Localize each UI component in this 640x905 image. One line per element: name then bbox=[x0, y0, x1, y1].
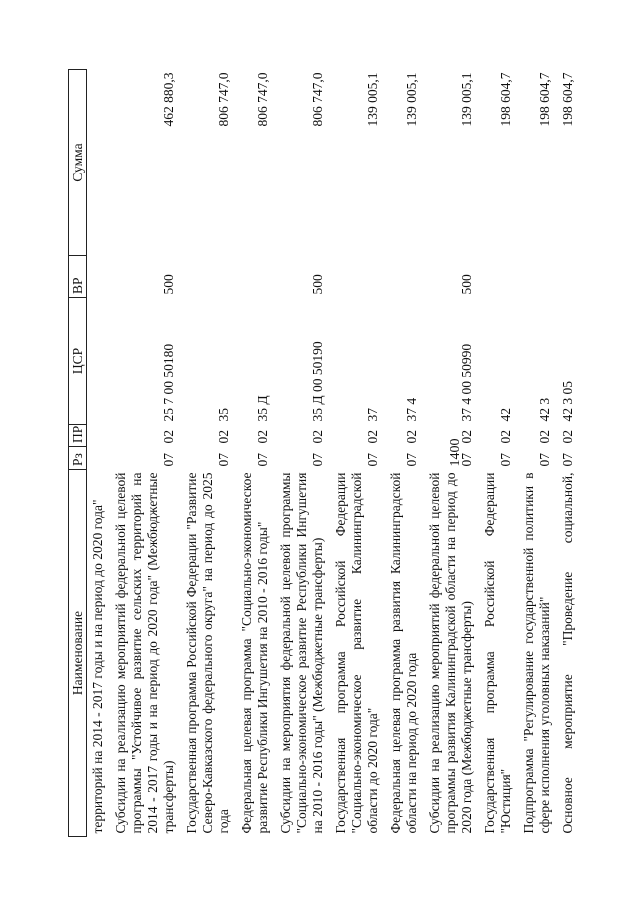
row-name: Субсидии на реализацию мероприятий федеральной целевой программы "Устойчивое развитие сельских территорий на 2014 - 2017 годы и на период до 2020 года" (Межбюджетные трансферты) bbox=[113, 472, 176, 834]
row-csr: 35 Д bbox=[255, 395, 270, 422]
row-pr: 02 bbox=[459, 430, 474, 444]
row-vr bbox=[557, 256, 580, 298]
row-name: Государственная программа Российской Федерации "Социально-экономическое развитие Калининградской области до 2020 года" bbox=[333, 472, 380, 834]
row-pr: 02 bbox=[537, 430, 552, 444]
header-sum: Сумма bbox=[69, 70, 87, 256]
row-csr: 37 bbox=[365, 408, 380, 422]
row-name: Федеральная целевая программа "Социально-экономическое развитие Республики Ингушетия на 2010 - 2016 годы" bbox=[239, 472, 270, 834]
row-csr: 42 3 05 bbox=[560, 381, 575, 422]
row-sum bbox=[87, 70, 111, 256]
row-name: Субсидии на реализацию мероприятий федеральной целевой программы развития Калининградской области на период до 2020 года (Межбюджетные трансферты) bbox=[427, 472, 474, 834]
row-pr: 02 bbox=[255, 430, 270, 444]
table-row bbox=[236, 70, 275, 837]
row-name: территорий на 2014 - 2017 годы и на период до 2020 года" bbox=[90, 499, 105, 834]
row-pr: 02 bbox=[161, 430, 176, 444]
row-vr: 500 bbox=[459, 274, 474, 295]
header-csr: ЦСР bbox=[69, 298, 87, 425]
row-vr bbox=[385, 256, 424, 298]
table-row bbox=[385, 70, 424, 837]
header-name: Наименование bbox=[69, 470, 87, 837]
row-rz: 07 bbox=[161, 453, 176, 467]
table-row bbox=[87, 70, 111, 837]
row-rz: 07 bbox=[216, 453, 231, 467]
row-vr bbox=[330, 256, 385, 298]
row-vr bbox=[181, 256, 236, 298]
row-name: Основное мероприятие "Проведение социальной, bbox=[560, 472, 575, 834]
row-vr bbox=[518, 256, 557, 298]
row-sum: 139 005,1 bbox=[404, 72, 419, 127]
row-sum: 806 747,0 bbox=[310, 72, 325, 127]
row-rz: 07 bbox=[255, 453, 270, 467]
row-rz: 07 bbox=[498, 453, 513, 467]
row-name: Государственная программа Российской Федерации "Развитие Северо-Кавказского федерального округа" на период до 2025 года bbox=[184, 472, 231, 834]
row-pr: 02 bbox=[365, 430, 380, 444]
table-row bbox=[330, 70, 385, 837]
row-sum: 198 604,7 bbox=[498, 72, 513, 127]
row-csr: 37 4 00 50990 bbox=[459, 343, 474, 422]
row-csr: 35 Д 00 50190 bbox=[310, 341, 325, 422]
table-row bbox=[275, 70, 330, 837]
row-vr bbox=[236, 256, 275, 298]
header-vr: ВР bbox=[69, 256, 87, 298]
row-pr: 02 bbox=[560, 430, 575, 444]
table-row bbox=[518, 70, 557, 837]
page-number: 1400 bbox=[448, 438, 463, 467]
row-csr: 42 3 bbox=[537, 397, 552, 422]
table-row bbox=[424, 70, 479, 837]
row-pr: 02 bbox=[216, 430, 231, 444]
row-sum: 806 747,0 bbox=[216, 72, 231, 127]
header-rz: Рз bbox=[69, 447, 87, 470]
row-rz: 07 bbox=[560, 453, 575, 467]
row-rz: 07 bbox=[365, 453, 380, 467]
row-rz: 07 bbox=[537, 453, 552, 467]
row-name: Субсидии на мероприятия федеральной целевой программы "Социально-экономическое развитие Республики Ингушетия на 2010 - 2016 годы" (Межбюджетные трансферты) bbox=[278, 472, 325, 834]
row-sum: 806 747,0 bbox=[255, 72, 270, 127]
row-name: Государственная программа Российской Федерации "Юстиция" bbox=[482, 472, 513, 834]
table-row bbox=[181, 70, 236, 837]
row-pr: 02 bbox=[498, 430, 513, 444]
row-vr: 500 bbox=[161, 274, 176, 295]
table-row bbox=[479, 70, 518, 837]
row-rz: 07 bbox=[404, 453, 419, 467]
row-sum: 198 604,7 bbox=[560, 72, 575, 127]
row-rz: 07 bbox=[459, 453, 474, 467]
table-header-row bbox=[69, 70, 87, 837]
row-csr: 35 bbox=[216, 408, 231, 422]
row-csr: 42 bbox=[498, 408, 513, 422]
row-rz bbox=[87, 447, 111, 470]
row-sum: 462 880,3 bbox=[161, 72, 176, 127]
row-csr bbox=[87, 298, 111, 425]
row-csr: 25 7 00 50180 bbox=[161, 343, 176, 422]
row-rz: 07 bbox=[310, 453, 325, 467]
row-pr: 02 bbox=[404, 430, 419, 444]
row-name: Подпрограмма "Регулирование государственной политики в сфере исполнения уголовных наказаний" bbox=[521, 472, 552, 834]
row-sum: 198 604,7 bbox=[537, 72, 552, 127]
header-pr: ПР bbox=[69, 425, 87, 447]
row-vr bbox=[87, 256, 111, 298]
table-row bbox=[110, 70, 181, 837]
row-name: Федеральная целевая программа развития Калининградской области на период до 2020 года bbox=[388, 472, 419, 834]
row-sum: 139 005,1 bbox=[459, 72, 474, 127]
row-sum: 139 005,1 bbox=[365, 72, 380, 127]
table-row bbox=[557, 70, 580, 837]
row-csr: 37 4 bbox=[404, 397, 419, 422]
row-vr: 500 bbox=[310, 274, 325, 295]
row-vr bbox=[479, 256, 518, 298]
row-pr: 02 bbox=[310, 430, 325, 444]
row-pr bbox=[87, 425, 111, 447]
budget-table bbox=[68, 69, 580, 837]
